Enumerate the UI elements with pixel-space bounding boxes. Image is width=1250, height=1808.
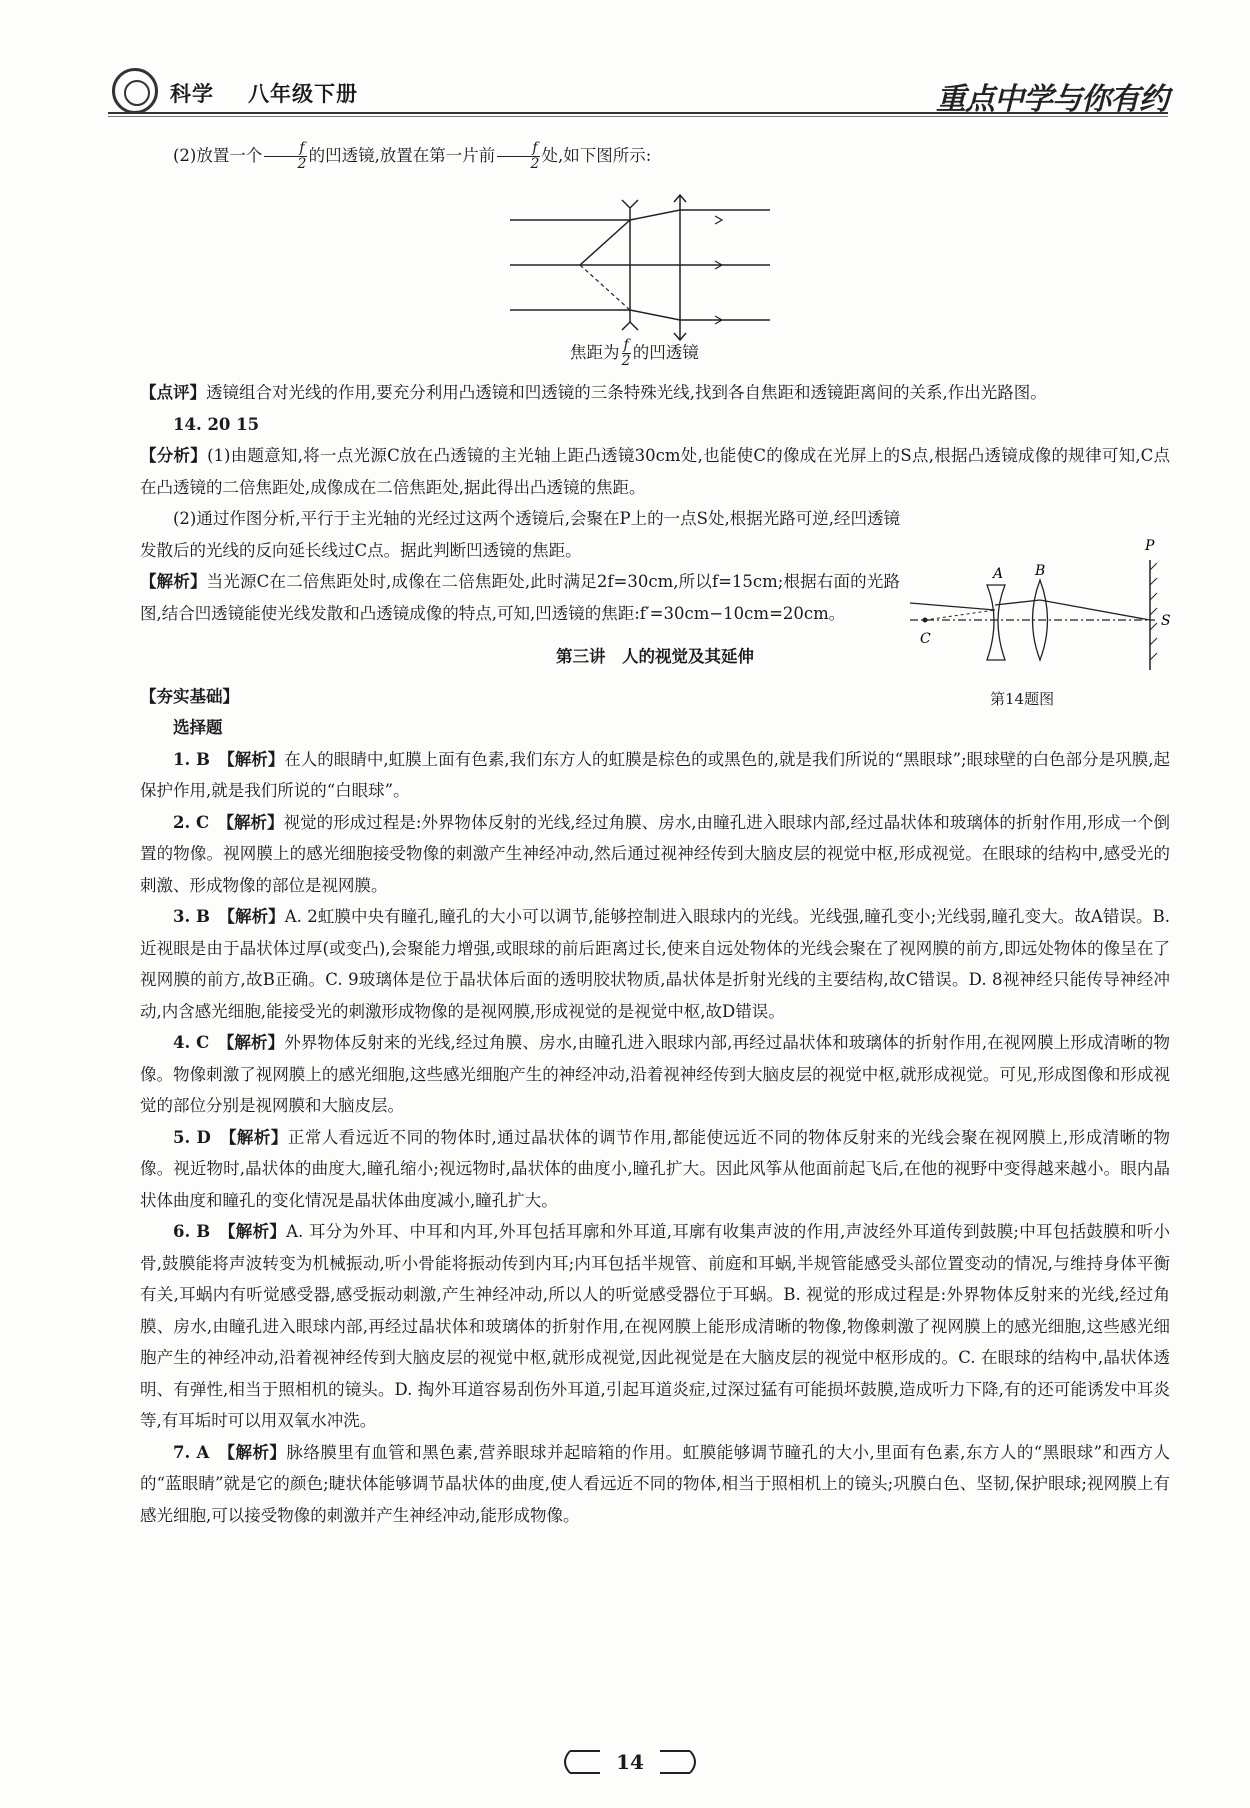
page-number: 14: [616, 1750, 644, 1774]
q14-analysis-2: (2)通过作图分析,平行于主光轴的光经过这两个透镜后,会聚在P上的一点S处,根据光路可逆,经凹透镜发散后的光线的反向延长线过C点。据此判断凹透镜的焦距。: [140, 509, 900, 560]
header-rule: [108, 112, 1168, 114]
section-title: 第三讲 人的视觉及其延伸: [556, 647, 754, 666]
comment-paragraph: 【点评】透镜组合对光线的作用,要充分利用凸透镜和凹透镜的三条特殊光线,找到各自焦距和透镜距离间的关系,作出光路图。: [140, 383, 1047, 402]
q14-analysis-1: 【分析】(1)由题意知,将一点光源C放在凸透镜的主光轴上距凸透镜30cm处,也能使C的像成在光屏上的S点,根据凸透镜成像的规律可知,C点在凸透镜的二倍焦距处,成像成在二倍焦距处,据此得出凸透镜的焦距。: [140, 446, 1170, 497]
header-subject: 科学: [170, 82, 214, 106]
answer-item: 2. C 【解析】视觉的形成过程是:外界物体反射的光线,经过角膜、房水,由瞳孔进入眼球内部,经过晶状体和玻璃体的折射作用,形成一个倒置的物像。视网膜上的感光细胞接受物像的刺激产生神经冲动,然后通过视神经传到大脑皮层的视觉中枢,形成视觉。在眼球的结构中,感受光的刺激、形成物像的部位是视网膜。: [140, 812, 1171, 895]
answer-item: 5. D 【解析】正常人看远近不同的物体时,通过晶状体的调节作用,都能使远近不同的物体反射来的光线会聚在视网膜上,形成清晰的物像。视近物时,晶状体的曲度大,瞳孔缩小;视远物时,晶状体的曲度小,瞳孔扩大。因此风筝从他面前起飞后,在他的视野中变得越来越小。眼内晶状体曲度和瞳孔的变化情况是晶状体曲度减小,瞳孔扩大。: [140, 1127, 1171, 1210]
page-footer: [560, 1745, 700, 1779]
answer-item: 7. A 【解析】脉络膜里有血管和黑色素,营养眼球并起暗箱的作用。虹膜能够调节瞳孔的大小,里面有色素,东方人的“黑眼球”和西方人的“蓝眼睛”就是它的颜色;睫状体能够调节晶状体的曲度,使人看远近不同的物体,相当于照相机上的镜头;巩膜白色、坚韧,保护眼球;视网膜上有感光细胞,可以接受物像的刺激并产生神经冲动,能形成物像。: [140, 1442, 1171, 1525]
q14-answer: 14. 20 15: [173, 414, 260, 434]
question-14-caption: 第14题图: [990, 690, 1055, 708]
header-brand: 重点中学与你有约: [936, 82, 1168, 117]
figure-spacer: [140, 172, 1170, 377]
answer-item: 1. B 【解析】在人的眼睛中,虹膜上面有色素,我们东方人的虹膜是棕色的或黑色的,就是我们所说的“黑眼球”;眼球壁的白色部分是巩膜,起保护作用,就是我们所说的“白眼球”。: [140, 749, 1170, 800]
q14-solution: 【解析】当光源C在二倍焦距处时,成像在二倍焦距处,此时满足2f=30cm,所以f=15cm;根据右面的光路图,结合凹透镜能使光线发散和凸透镜成像的特点,可知,凹透镜的焦距:f′=30cm−10cm=20cm。: [140, 572, 901, 623]
figure-caption: 焦距为 $\frac{f}{2}$ 的凹透镜: [570, 337, 699, 369]
label-a: A: [993, 566, 1004, 582]
label-p: P: [1145, 538, 1155, 554]
page-header: [108, 68, 1168, 118]
answer-item: 6. B 【解析】A. 耳分为外耳、中耳和内耳,外耳包括耳廓和外耳道,耳廓有收集声波的作用,声波经外耳道传到鼓膜;中耳包括鼓膜和听小骨,鼓膜能将声波转变为机械振动,听小骨能将振动传到内耳;内耳包括半规管、前庭和耳蜗,半规管能感受头部位置变动的情况,与维持身体平衡有关,耳蜗内有听觉感受器,感受振动刺激,产生神经冲动,所以人的听觉感受器位于耳蜗。B. 视觉的形成过程是:外界物体反射来的光线,经过角膜、房水,由瞳孔进入眼球内部,再经过晶状体和玻璃体的折射作用,在视网膜上能形成清晰的物像,物像刺激了视网膜上的感光细胞,这些感光细胞产生的神经冲动,沿着视神经传到大脑皮层的视觉中枢,就形成视觉,因此视觉是在大脑皮层的视觉中枢形成的。C. 在眼球的结构中,晶状体透明、有弹性,相当于照相机的镜头。D. 掏外耳道容易刮伤外耳道,引起耳道炎症,过深过猛有可能损坏鼓膜,造成听力下降,有的还可能诱发中耳炎等,有耳垢时可以用双氧水冲洗。: [140, 1222, 1170, 1430]
answer-item: 3. B 【解析】A. 2虹膜中央有瞳孔,瞳孔的大小可以调节,能够控制进入眼球内的光线。光线强,瞳孔变小;光线弱,瞳孔变大。故A错误。B. 近视眼是由于晶状体过厚(或变凸),会聚能力增强,或眼球的前后距离过长,使来自远处物体的光线会聚在了视网膜的前方,即远处物体的像呈在了视网膜的前方,故B正确。C. 9玻璃体是位于晶状体后面的透明胶状物质,晶状体是折射光线的主要结构,故C错误。D. 8视神经只能传导神经冲动,内含感光细胞,能接受光的刺激形成物像的是视网膜,形成视觉的是视觉中枢,故D错误。: [140, 907, 1171, 1021]
answer-item: 4. C 【解析】外界物体反射来的光线,经过角膜、房水,由瞳孔进入眼球内部,再经过晶状体和玻璃体的折射作用,在视网膜上形成清晰的物像。物像刺激了视网膜上的感光细胞,这些感光细胞产生的神经冲动,沿着视神经传到大脑皮层的视觉中枢,就形成视觉。可见,形成图像和形成视觉的部位分别是视网膜和大脑皮层。: [140, 1033, 1171, 1115]
school-logo-icon: [112, 68, 158, 114]
choice-heading: 选择题: [173, 718, 223, 737]
q13-part2: (2)放置一个 $\frac{f}{2}$ 的凹透镜,放置在第一片前 $\frac{f}{2}$ 处,如下图所示:: [173, 140, 652, 172]
label-s: S: [1161, 613, 1171, 629]
answer-content: [140, 140, 1170, 1531]
header-rule-thin: [108, 116, 1168, 117]
header-grade: 八年级下册: [248, 82, 358, 106]
foundation-heading: 【夯实基础】: [140, 686, 239, 706]
label-c: C: [920, 631, 931, 647]
label-b: B: [1035, 563, 1046, 579]
fraction-f-over-2: $\frac{f}{2}$: [621, 337, 631, 369]
